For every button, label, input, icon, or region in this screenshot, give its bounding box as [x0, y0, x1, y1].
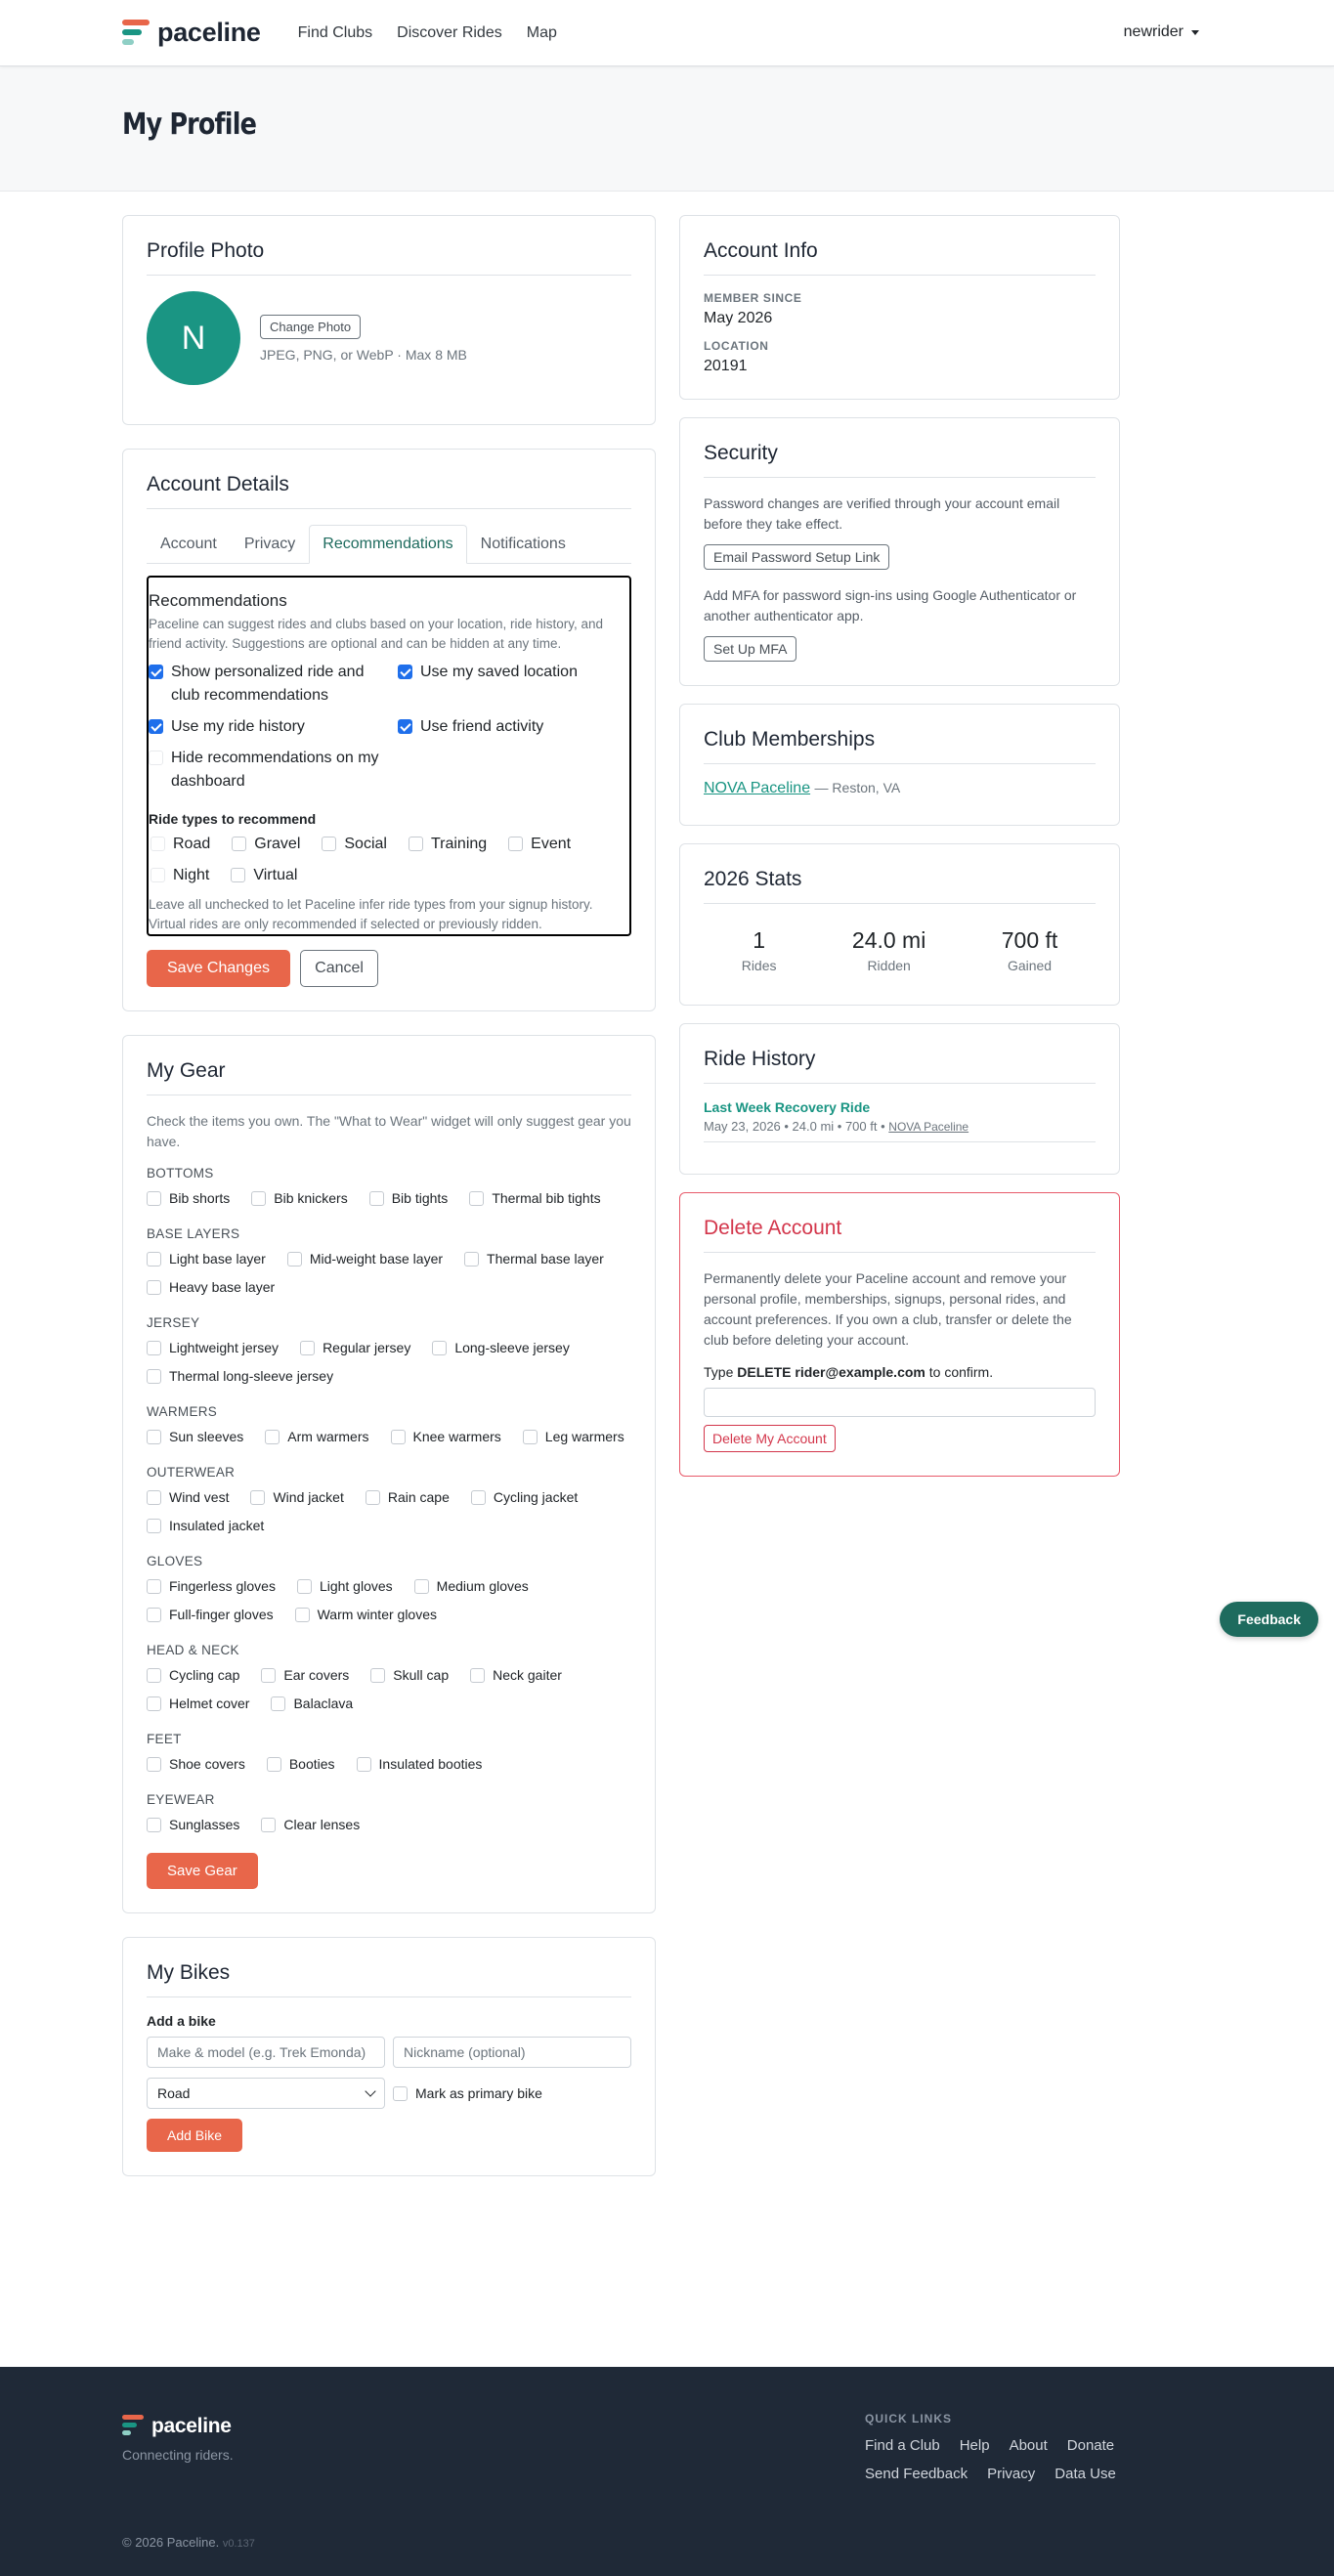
club-location: — Reston, VA [814, 780, 901, 795]
gear-category-heading: GLOVES [147, 1554, 203, 1568]
gear-item[interactable] [464, 1245, 604, 1273]
gear-item-label: Clear lenses [283, 1817, 361, 1832]
option-label: Road [173, 835, 211, 852]
change-photo-button[interactable]: Change Photo [260, 315, 361, 339]
ride-history-item [704, 1099, 1096, 1142]
gear-item-label: Mid-weight base layer [309, 1251, 444, 1267]
footer-link-find-club[interactable]: Find a Club [865, 2437, 940, 2454]
checkbox-icon[interactable] [414, 1579, 429, 1594]
gear-item[interactable] [147, 1572, 276, 1601]
feedback-button[interactable]: Feedback [1220, 1602, 1318, 1637]
checkbox-icon[interactable] [366, 1490, 380, 1505]
user-name: newrider [1123, 23, 1183, 40]
gear-item[interactable] [366, 1483, 450, 1512]
gear-item[interactable] [295, 1601, 437, 1629]
checkbox-icon[interactable] [250, 1490, 265, 1505]
ride-history-card [679, 1023, 1120, 1175]
gear-item[interactable] [250, 1483, 343, 1512]
checkbox-icon[interactable] [357, 1757, 371, 1772]
checkbox-icon[interactable] [508, 837, 523, 851]
gear-item[interactable] [287, 1245, 443, 1273]
gear-item[interactable] [414, 1572, 529, 1601]
stat-label: Rides [741, 958, 777, 973]
checkbox-icon[interactable] [232, 837, 246, 851]
option-personalized[interactable] [149, 661, 380, 708]
ride-type-social[interactable] [322, 833, 387, 856]
ride-type-night[interactable] [151, 864, 209, 887]
gear-item-label: Ear covers [283, 1667, 350, 1683]
gear-item[interactable] [147, 1811, 239, 1839]
checkbox-icon[interactable] [147, 1280, 161, 1295]
brand[interactable] [122, 18, 261, 49]
stat-ridden [852, 927, 925, 973]
gear-item-label: Skull cap [393, 1667, 450, 1683]
stat-gained [1002, 927, 1058, 973]
confirm-prefix: Type [704, 1364, 734, 1380]
gear-category-heading: FEET [147, 1732, 182, 1746]
card-title: Profile Photo [147, 239, 631, 276]
delete-account-card [679, 1192, 1120, 1477]
quick-links [865, 2412, 1116, 2494]
card-title: Delete Account [704, 1217, 1096, 1253]
checkbox-icon[interactable] [409, 837, 423, 851]
checkbox-icon[interactable] [147, 1341, 161, 1355]
gear-item[interactable] [271, 1690, 353, 1718]
gear-item[interactable] [297, 1572, 393, 1601]
checkbox-icon[interactable] [147, 1579, 161, 1594]
profile-photo-card [122, 215, 656, 425]
ride-type-road[interactable] [151, 833, 210, 856]
gear-item-label: Cycling jacket [493, 1489, 579, 1505]
gear-item[interactable] [147, 1601, 274, 1629]
checkbox-icon[interactable] [147, 1608, 161, 1622]
photo-hint: JPEG, PNG, or WebP · Max 8 MB [260, 346, 467, 363]
gear-item[interactable] [357, 1750, 483, 1779]
gear-item[interactable] [147, 1273, 275, 1302]
chevron-down-icon [365, 2085, 375, 2096]
gear-item-label: Regular jersey [323, 1340, 411, 1355]
checkbox-icon[interactable] [151, 837, 165, 851]
delete-confirm-input[interactable] [704, 1388, 1096, 1417]
bike-type-value: Road [157, 2085, 191, 2101]
gear-item[interactable] [147, 1362, 333, 1391]
gear-card [122, 1035, 656, 1913]
gear-category-heading: JERSEY [147, 1315, 200, 1330]
cancel-button[interactable]: Cancel [300, 950, 378, 987]
gear-item[interactable] [370, 1661, 449, 1690]
checkbox-icon[interactable] [267, 1757, 281, 1772]
checkbox-icon[interactable] [147, 1757, 161, 1772]
recommendations-panel [147, 576, 631, 936]
checkbox-icon[interactable] [369, 1191, 384, 1206]
checkbox-icon[interactable] [261, 1818, 276, 1832]
checkbox-icon[interactable] [523, 1430, 538, 1444]
gear-item[interactable] [471, 1483, 578, 1512]
gear-item[interactable] [261, 1661, 349, 1690]
caret-down-icon [1191, 30, 1199, 35]
option-hide-recommendations[interactable] [149, 747, 380, 794]
gear-item[interactable] [470, 1661, 562, 1690]
gear-item-label: Thermal base layer [487, 1251, 604, 1267]
user-menu[interactable] [1124, 23, 1199, 41]
checkbox-icon[interactable] [469, 1191, 484, 1206]
checkbox-icon[interactable] [251, 1191, 266, 1206]
option-label: Use friend activity [420, 717, 544, 735]
checkbox-icon[interactable] [391, 1430, 406, 1444]
copyright-text: © 2026 Paceline. [122, 2535, 220, 2550]
paceline-logo-icon [122, 2414, 144, 2439]
stat-value: 24.0 mi [851, 927, 926, 953]
page-header [0, 66, 1334, 192]
gear-item-label: Fingerless gloves [169, 1578, 276, 1594]
card-title: My Bikes [147, 1961, 631, 1997]
option-label: Show personalized ride and club recommendations [171, 663, 365, 704]
member-since-label: MEMBER SINCE [704, 291, 802, 305]
card-title: Account Details [147, 473, 631, 509]
recommendations-heading: Recommendations [149, 591, 287, 610]
checkbox-icon[interactable] [151, 868, 165, 882]
gear-item[interactable] [523, 1423, 624, 1451]
gear-item-label: Arm warmers [287, 1429, 369, 1444]
tab-recommendations[interactable]: Recommendations [309, 525, 466, 564]
club-memberships-card [679, 704, 1120, 826]
gear-item-label: Insulated jacket [169, 1518, 265, 1533]
gear-item-label: Warm winter gloves [317, 1607, 438, 1622]
checkbox-icon[interactable] [265, 1430, 280, 1444]
gear-item[interactable] [147, 1423, 243, 1451]
card-title: Ride History [704, 1048, 1096, 1084]
gear-item-label: Wind vest [169, 1489, 230, 1505]
ride-type-training[interactable] [409, 833, 487, 856]
nav-link-map[interactable]: Map [526, 23, 557, 41]
tab-privacy[interactable]: Privacy [243, 536, 296, 552]
card-title: Security [704, 442, 1096, 478]
footer-link-donate[interactable]: Donate [1066, 2437, 1115, 2454]
gear-item[interactable] [391, 1423, 501, 1451]
stat-label: Ridden [867, 958, 911, 973]
gear-item-label: Full-finger gloves [169, 1607, 274, 1622]
gear-item[interactable] [147, 1512, 264, 1540]
gear-item-label: Bib shorts [169, 1190, 231, 1206]
gear-item-label: Thermal long-sleeve jersey [169, 1368, 334, 1384]
quick-links-title: QUICK LINKS [865, 2412, 952, 2426]
gear-item-label: Booties [288, 1756, 335, 1772]
password-text: Password changes are verified through your account email before they take effect. [704, 495, 1060, 532]
gear-item-label: Light gloves [319, 1578, 393, 1594]
club-link[interactable]: NOVA Paceline [704, 780, 811, 796]
card-title: 2026 Stats [704, 868, 1096, 904]
checkbox-icon[interactable] [471, 1490, 486, 1505]
nav-link-discover-rides[interactable]: Discover Rides [397, 23, 502, 41]
checkbox-icon[interactable] [147, 1818, 161, 1832]
option-ride-history[interactable] [149, 715, 380, 739]
avatar: N [147, 291, 240, 385]
option-label: Virtual [253, 866, 298, 883]
gear-item[interactable] [432, 1334, 570, 1362]
gear-item[interactable] [469, 1184, 600, 1213]
gear-category-heading: BOTTOMS [147, 1166, 214, 1181]
stat-label: Gained [1007, 958, 1053, 973]
gear-item-label: Balaclava [293, 1696, 354, 1711]
tab-notifications[interactable]: Notifications [480, 536, 566, 552]
gear-item-label: Thermal bib tights [492, 1190, 601, 1206]
checkbox-icon[interactable] [271, 1696, 285, 1711]
ride-types-hint: Leave all unchecked to let Paceline infer ride types from your signup history. Virtual rides are only recommended if selected or previously ridden. [149, 896, 593, 931]
footer-brand-name: paceline [151, 2415, 232, 2437]
location-value: 20191 [704, 358, 748, 374]
checkbox-icon[interactable] [464, 1252, 479, 1267]
bike-model-input[interactable]: Make & model (e.g. Trek Emonda) [147, 2037, 385, 2068]
checkbox-icon[interactable] [393, 2086, 408, 2101]
gear-item-label: Lightweight jersey [169, 1340, 280, 1355]
checkbox-icon[interactable] [149, 751, 163, 765]
gear-item[interactable] [300, 1334, 410, 1362]
ride-type-gravel[interactable] [232, 833, 300, 856]
stats-card [679, 843, 1120, 1006]
gear-item-label: Heavy base layer [169, 1279, 276, 1295]
ride-meta: May 23, 2026 • 24.0 mi • 700 ft • [704, 1119, 885, 1134]
gear-item[interactable] [261, 1811, 360, 1839]
stat-rides [742, 927, 777, 973]
checkbox-icon[interactable] [231, 868, 245, 882]
email-password-link-button[interactable]: Email Password Setup Link [704, 544, 889, 570]
option-label: Event [531, 835, 572, 852]
paceline-logo-icon [122, 18, 150, 49]
gear-item[interactable] [251, 1184, 347, 1213]
gear-item[interactable] [267, 1750, 335, 1779]
gear-item-label: Sun sleeves [169, 1429, 244, 1444]
checkbox-icon[interactable] [147, 1668, 161, 1683]
gear-item[interactable] [147, 1750, 245, 1779]
gear-category-heading: WARMERS [147, 1404, 218, 1419]
option-label: Hide recommendations on my dashboard [171, 749, 379, 790]
location-label: LOCATION [704, 339, 769, 353]
footer-link-data-use[interactable]: Data Use [1054, 2466, 1116, 2482]
option-label: Social [344, 835, 387, 852]
footer-link-about[interactable]: About [1009, 2437, 1048, 2454]
gear-category-heading: HEAD & NECK [147, 1643, 239, 1657]
setup-mfa-button[interactable]: Set Up MFA [704, 636, 796, 662]
gear-item-label: Shoe covers [169, 1756, 245, 1772]
settings-tabs [147, 525, 631, 564]
member-since-value: May 2026 [704, 310, 773, 326]
confirm-suffix: to confirm. [928, 1364, 994, 1380]
option-label: Training [430, 835, 488, 852]
option-saved-location[interactable] [398, 661, 629, 708]
ride-link[interactable]: Last Week Recovery Ride [704, 1099, 871, 1115]
gear-item-label: Cycling cap [169, 1667, 240, 1683]
gear-category-heading: OUTERWEAR [147, 1465, 236, 1480]
mfa-text: Add MFA for password sign-ins using Google Authenticator or another authenticator app. [704, 587, 1077, 623]
checkbox-icon[interactable] [295, 1608, 310, 1622]
bike-type-select[interactable] [147, 2078, 385, 2109]
gear-item-label: Bib knickers [274, 1190, 348, 1206]
checkbox-icon[interactable] [297, 1579, 312, 1594]
gear-item-label: Knee warmers [412, 1429, 501, 1444]
gear-item-label: Insulated booties [378, 1756, 483, 1772]
gear-item[interactable] [265, 1423, 368, 1451]
footer-link-help[interactable]: Help [959, 2437, 990, 2454]
gear-item[interactable] [147, 1245, 266, 1273]
checkbox-checked-icon[interactable] [398, 719, 412, 734]
bike-nickname-input[interactable]: Nickname (optional) [393, 2037, 631, 2068]
option-friend-activity[interactable] [398, 715, 629, 739]
tab-account[interactable]: Account [160, 536, 217, 552]
gear-item-label: Neck gaiter [493, 1667, 562, 1683]
delete-confirm-instructions [704, 1364, 1096, 1380]
card-title: Club Memberships [704, 728, 1096, 764]
checkbox-icon[interactable] [470, 1668, 485, 1683]
footer-link-send-feedback[interactable]: Send Feedback [865, 2466, 968, 2482]
delete-account-button[interactable]: Delete My Account [704, 1425, 836, 1452]
checkbox-icon[interactable] [147, 1430, 161, 1444]
save-changes-button[interactable]: Save Changes [147, 950, 290, 987]
gear-item[interactable] [369, 1184, 449, 1213]
nav-link-find-clubs[interactable]: Find Clubs [297, 23, 373, 41]
checkbox-icon[interactable] [370, 1668, 385, 1683]
card-title: My Gear [147, 1059, 631, 1095]
option-label: Night [173, 866, 210, 883]
ride-club-link[interactable]: NOVA Paceline [888, 1120, 969, 1134]
add-bike-button[interactable]: Add Bike [147, 2119, 242, 2152]
primary-bike-option[interactable] [393, 2083, 542, 2104]
footer-tagline: Connecting riders. [122, 2447, 234, 2463]
checkbox-icon[interactable] [147, 1696, 161, 1711]
version-text: v0.137 [222, 2538, 255, 2550]
card-title: Account Info [704, 239, 1096, 276]
checkbox-icon[interactable] [322, 837, 336, 851]
ride-types-label: Ride types to recommend [149, 810, 317, 827]
gear-item-label: Wind jacket [273, 1489, 344, 1505]
gear-item-label: Bib tights [391, 1190, 449, 1206]
checkbox-icon[interactable] [300, 1341, 315, 1355]
gear-item-label: Helmet cover [169, 1696, 250, 1711]
account-info-card [679, 215, 1120, 400]
add-bike-label: Add a bike [147, 2013, 216, 2029]
account-details-card [122, 449, 656, 1011]
top-navbar [0, 0, 1334, 66]
checkbox-icon[interactable] [261, 1668, 276, 1683]
gear-item[interactable] [147, 1661, 239, 1690]
checkbox-icon[interactable] [147, 1252, 161, 1267]
checkbox-icon[interactable] [287, 1252, 302, 1267]
copyright [122, 2535, 255, 2550]
checkbox-checked-icon[interactable] [398, 665, 412, 679]
gear-item-label: Long-sleeve jersey [454, 1340, 570, 1355]
gear-item-label: Sunglasses [169, 1817, 240, 1832]
option-label: Use my ride history [171, 717, 305, 735]
ride-type-event[interactable] [508, 833, 571, 856]
stat-value: 700 ft [1001, 927, 1058, 953]
checkbox-checked-icon[interactable] [149, 719, 163, 734]
ride-type-virtual[interactable] [231, 864, 297, 887]
checkbox-icon[interactable] [147, 1191, 161, 1206]
save-gear-button[interactable]: Save Gear [147, 1853, 258, 1889]
brand-name: paceline [157, 18, 261, 47]
security-card [679, 417, 1120, 686]
gear-item-label: Rain cape [387, 1489, 450, 1505]
footer-link-privacy[interactable]: Privacy [987, 2466, 1036, 2482]
gear-item[interactable] [147, 1690, 249, 1718]
gear-category-heading: BASE LAYERS [147, 1226, 240, 1241]
delete-description: Permanently delete your Paceline account and remove your personal profile, memberships, signups, personal rides, and account preferences. If you own a club, transfer or delete the club before deleting your account. [704, 1270, 1072, 1348]
footer [0, 2367, 1334, 2576]
checkbox-icon[interactable] [432, 1341, 447, 1355]
confirm-phrase: DELETE rider@example.com [737, 1364, 925, 1380]
gear-item-label: Leg warmers [544, 1429, 624, 1444]
gear-item[interactable] [147, 1334, 279, 1362]
page-title: My Profile [122, 107, 257, 142]
gear-item[interactable] [147, 1184, 230, 1213]
stat-value: 1 [753, 927, 765, 953]
gear-item[interactable] [147, 1483, 229, 1512]
gear-category-heading: EYEWEAR [147, 1792, 215, 1807]
option-label: Use my saved location [420, 663, 578, 680]
checkbox-icon[interactable] [147, 1369, 161, 1384]
checkbox-icon[interactable] [147, 1519, 161, 1533]
gear-item-label: Medium gloves [436, 1578, 529, 1594]
option-label: Mark as primary bike [415, 2084, 542, 2101]
checkbox-icon[interactable] [147, 1490, 161, 1505]
gear-item-label: Light base layer [169, 1251, 266, 1267]
gear-intro: Check the items you own. The "What to Wear" widget will only suggest gear you have. [147, 1113, 631, 1149]
option-label: Gravel [254, 835, 301, 852]
checkbox-checked-icon[interactable] [149, 665, 163, 679]
bikes-card [122, 1937, 656, 2176]
recommendations-description: Paceline can suggest rides and clubs based on your location, ride history, and friend activity. Suggestions are optional and can be hidden at any time. [149, 617, 604, 652]
